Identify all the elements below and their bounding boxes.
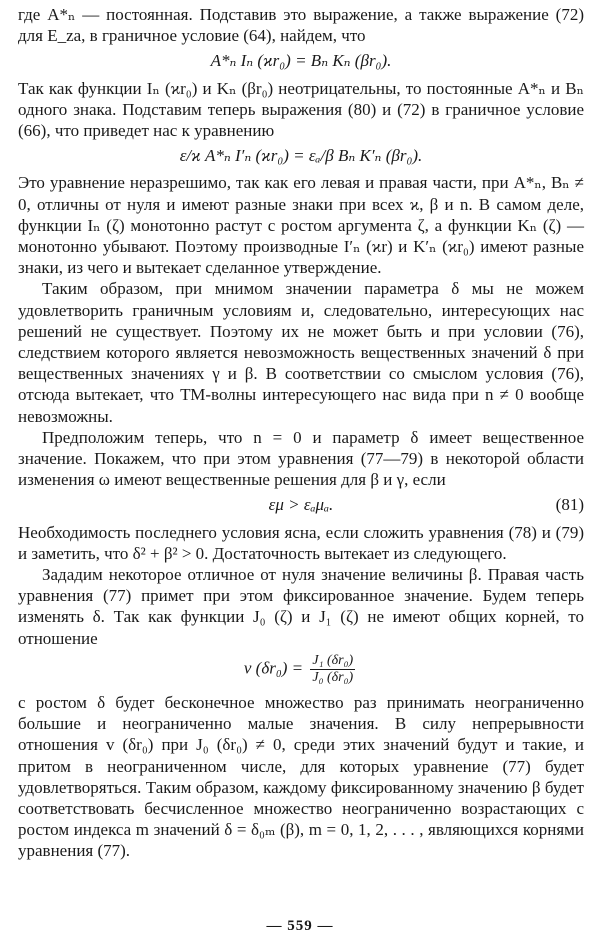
equation-81 xyxy=(18,494,584,515)
paragraph-6: Необходимость последнего условия ясна, если сложить уравнения (78) и (79) и заметить, что δ² + β² > 0. Достаточность вытекает из следующего. xyxy=(18,522,584,563)
paragraph-3: Это уравнение неразрешимо, так как его левая и правая части, при A*ₙ, Bₙ ≠ 0, отличны от нуля и имеют разные знаки при всех ϰ, β и n. В самом деле, функции Iₙ (ζ) монотонно растут с ростом аргумента ζ, а функции Kₙ (ζ) — монотонно убывают. Поэтому производные I′ₙ (ϰr) и K′ₙ (ϰr₀) имеют разные знаки, из чего и вытекает сделанное утверждение. xyxy=(18,173,584,278)
ratio-fraction xyxy=(310,653,355,686)
ratio-lhs: v (δr₀) = xyxy=(243,658,304,678)
equation-ratio xyxy=(18,653,584,686)
paragraph-5: Предположим теперь, что n = 0 и параметр δ имеет вещественное значение. Покажем, что при этом уравнения (77—79) в некоторой области изменения ω имеют вещественные решения для β и γ, если xyxy=(18,427,584,490)
equation-81-number: (81) xyxy=(555,495,584,515)
paragraph-1: где A*ₙ — постоянная. Подставив это выражение, а также выражение (72) для E_za, в граничное условие (64), найдем, что xyxy=(18,5,584,46)
paragraph-7: Зададим некоторое отличное от нуля значение величины β. Правая часть уравнения (77) примет при этом фиксированное значение. Будем теперь изменять δ. Так как функции J₀ (ζ) и J₁ (ζ) не имеют общих корней, то отношение xyxy=(18,565,584,648)
paragraph-8: с ростом δ будет бесконечное множество раз принимать неограниченно большие и неограниченно малые значения. В силу непрерывности отношения v (δr₀) при J₀ (δr₀) ≠ 0, среди этих значений будут и такие, и притом в неограниченном числе, для которых уравнение (77) будет удовлетворяться. Таким образом, каждому фиксированному значению β будет соответствовать бесчисленное множество неограниченно возрастающих с ростом индекса m значений δ = δ₀ₘ (β), m = 0, 1, 2, . . . , являющихся корнями уравнения (77). xyxy=(18,692,584,861)
ratio-denominator: J₀ (δr₀) xyxy=(312,669,354,685)
equation-81-body: εμ > εₐμₐ. xyxy=(268,495,334,515)
paragraph-4: Таким образом, при мнимом значении параметра δ мы не можем удовлетворить граничным условиям и, следовательно, интересующих нас решений не существует. Поэтому их не может быть и при условии (76), следствием которого является невозможность вещественных значений δ при вещественных значениях γ и β. В соответствии со смыслом условия (76), отсюда вытекает, что ТМ-волны интересующего нас вида при n ≠ 0 вообще невозможны. xyxy=(18,279,584,426)
page-content xyxy=(18,4,584,862)
ratio-numerator: J₁ (δr₀) xyxy=(312,652,354,668)
equation-2: ε/ϰ A*ₙ I′ₙ (ϰr₀) = εₐ/β Bₙ K′ₙ (βr₀). xyxy=(179,146,423,166)
page-number: — 559 — xyxy=(266,918,334,934)
equation-1: A*ₙ Iₙ (ϰr₀) = Bₙ Kₙ (βr₀). xyxy=(210,51,392,71)
paragraph-2: Так как функции Iₙ (ϰr₀) и Kₙ (βr₀) неотрицательны, то постоянные A*ₙ и Bₙ одного знака. Подставим теперь выражения (80) и (72) в граничное условие (66), что приведет нас к уравнению xyxy=(18,78,584,141)
